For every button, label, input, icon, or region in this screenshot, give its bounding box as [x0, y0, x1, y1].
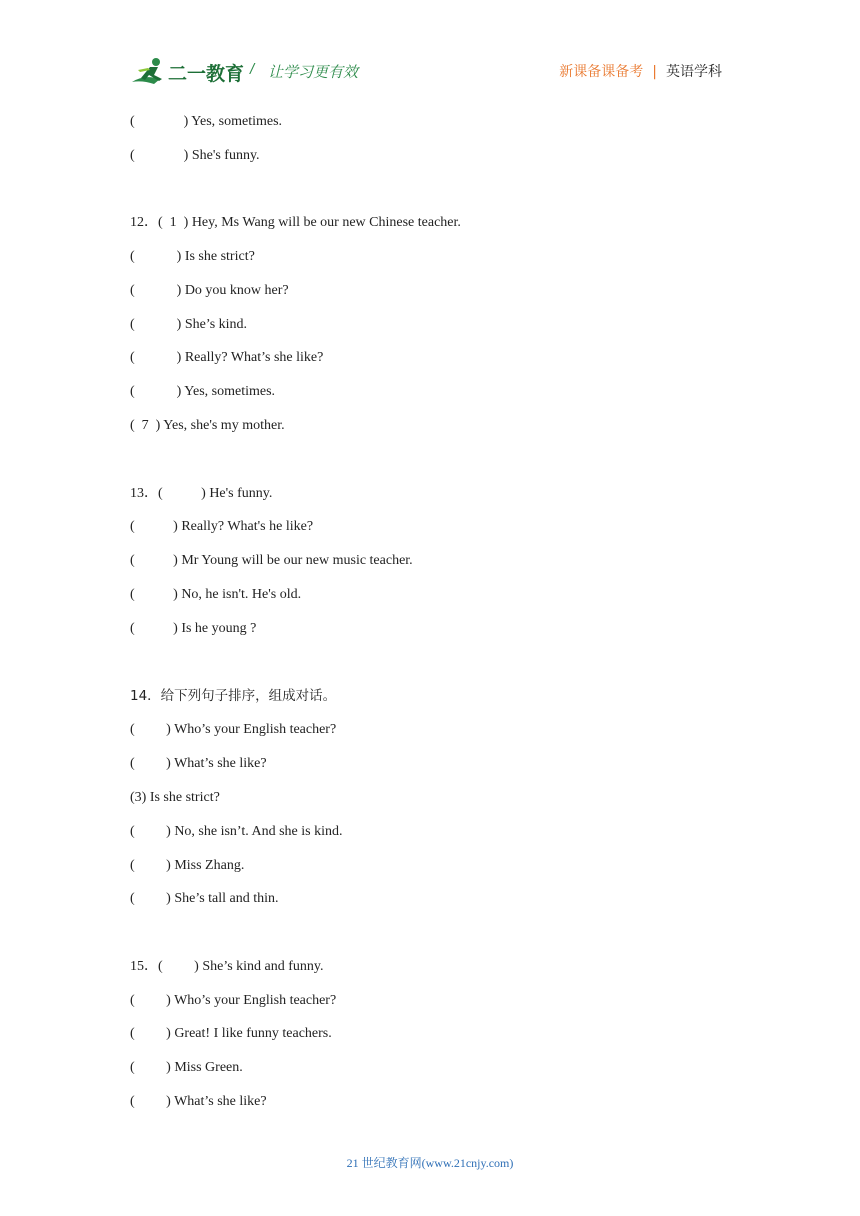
- answer-line: ( ) She’s kind.: [130, 317, 248, 332]
- answer-line: ( 7 ) Yes, she's my mother.: [130, 418, 285, 433]
- slogan: 让学习更有效: [268, 63, 359, 81]
- answer-line: ( ) Really? What's he like?: [130, 519, 314, 534]
- page-footer: 21 世纪教育网(www.21cnjy.com): [346, 1156, 514, 1170]
- answer-line: ( ) Who’s your English teacher?: [130, 722, 337, 737]
- header-right: [559, 61, 722, 81]
- course-label: 新课备课备考: [559, 64, 644, 80]
- question-12-line: 12．( 1 ) Hey, Ms Wang will be our new Chinese teacher.: [130, 215, 461, 230]
- answer-line: ( ) No, she isn’t. And she is kind.: [130, 824, 343, 839]
- question-15-line: 15．( ) She’s kind and funny.: [130, 959, 324, 974]
- logo: [130, 56, 245, 88]
- answer-line: ( ) She’s tall and thin.: [130, 891, 279, 906]
- answer-line: ( ) Yes, sometimes.: [130, 384, 276, 399]
- answer-line: ( ) Is she strict?: [130, 249, 255, 264]
- question-14-instruction: 14．给下列句子排序，组成对话。: [130, 688, 337, 704]
- answer-line: ( ) What’s she like?: [130, 1094, 267, 1109]
- answer-line: ( ) What’s she like?: [130, 756, 267, 771]
- answer-line: ( ) Miss Zhang.: [130, 858, 245, 873]
- answer-line: ( ) Miss Green.: [130, 1060, 243, 1075]
- answer-line: ( ) Great! I like funny teachers.: [130, 1026, 332, 1041]
- question-13-line: 13．( ) He's funny.: [130, 486, 273, 501]
- slogan-separator: /: [250, 61, 255, 78]
- answer-line: ( ) No, he isn't. He's old.: [130, 587, 302, 602]
- answer-line: ( ) Who’s your English teacher?: [130, 993, 337, 1008]
- answer-line: ( ) Is he young ?: [130, 621, 257, 636]
- subject-label: 英语学科: [666, 64, 722, 80]
- answer-line: ( ) She's funny.: [130, 148, 260, 163]
- logo-text: 二一教育: [168, 63, 245, 85]
- answer-line: ( ) Really? What’s she like?: [130, 350, 324, 365]
- page-header: [0, 0, 860, 100]
- answer-line: ( ) Yes, sometimes.: [130, 114, 283, 129]
- header-divider: |: [652, 64, 657, 80]
- answer-line: (3) Is she strict?: [130, 790, 220, 805]
- answer-line: ( ) Mr Young will be our new music teacher.: [130, 553, 413, 568]
- answer-line: ( ) Do you know her?: [130, 283, 289, 298]
